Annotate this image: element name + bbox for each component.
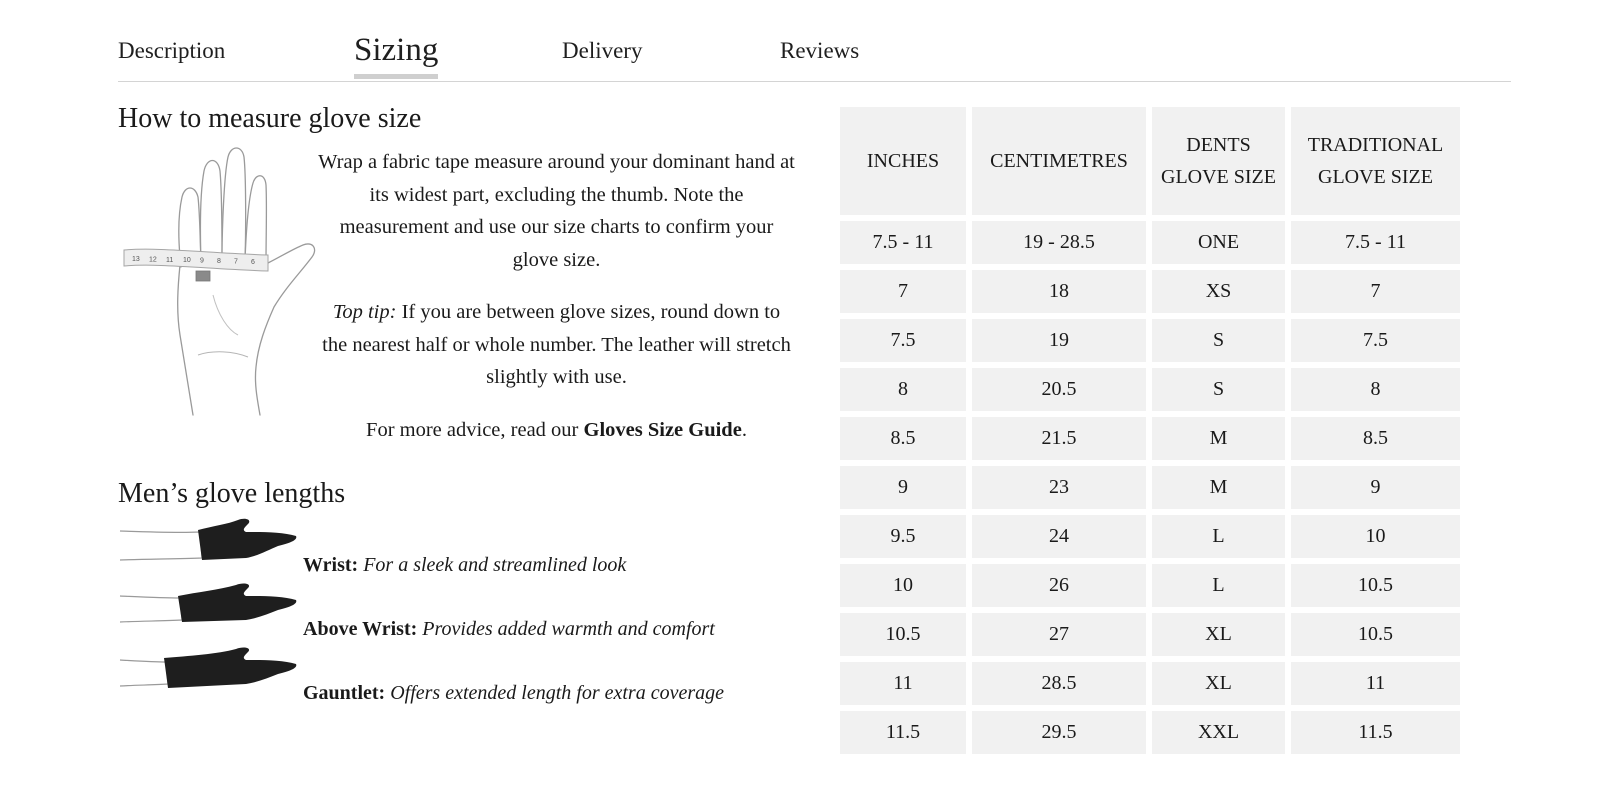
table-cell: 20.5 bbox=[972, 368, 1146, 411]
measure-paragraph: Wrap a fabric tape measure around your dominant hand at its widest part, excluding the thumb. Note the measurement and use our size charts to confirm your glove size. bbox=[318, 151, 795, 271]
table-row bbox=[840, 417, 1460, 460]
table-cell: 11 bbox=[1291, 662, 1460, 705]
advice-prefix: For more advice, read our bbox=[366, 418, 584, 441]
table-cell: 7.5 - 11 bbox=[840, 221, 966, 264]
table-cell: 8 bbox=[840, 368, 966, 411]
advice-suffix: . bbox=[741, 418, 747, 441]
table-cell: 23 bbox=[972, 466, 1146, 509]
table-cell: 24 bbox=[972, 515, 1146, 558]
table-cell: 11 bbox=[840, 662, 966, 705]
tab-description[interactable]: Description bbox=[118, 38, 226, 63]
table-cell: 10 bbox=[1291, 515, 1460, 558]
glove-length-above-wrist bbox=[118, 582, 758, 640]
above-wrist-glove-illustration bbox=[118, 582, 298, 640]
gauntlet-desc: Offers extended length for extra coverage bbox=[390, 682, 724, 704]
above-wrist-desc: Provides added warmth and comfort bbox=[422, 618, 715, 640]
gloves-size-guide-link[interactable]: Gloves Size Guide bbox=[583, 418, 742, 441]
table-cell: 9 bbox=[1291, 466, 1460, 509]
table-cell: L bbox=[1152, 515, 1285, 558]
table-cell: M bbox=[1152, 466, 1285, 509]
tape-mark: 8 bbox=[217, 258, 221, 265]
table-cell: 19 - 28.5 bbox=[972, 221, 1146, 264]
table-cell: 7 bbox=[840, 270, 966, 313]
table-row bbox=[840, 319, 1460, 362]
table-row bbox=[840, 613, 1460, 656]
header-traditional-glove-size: TRADITIONAL GLOVE SIZE bbox=[1291, 107, 1460, 215]
table-cell: 21.5 bbox=[972, 417, 1146, 460]
table-cell: 7.5 bbox=[1291, 319, 1460, 362]
top-tip bbox=[318, 296, 795, 394]
table-cell: M bbox=[1152, 417, 1285, 460]
above-wrist-description bbox=[303, 618, 715, 641]
table-row bbox=[840, 564, 1460, 607]
tab-delivery[interactable]: Delivery bbox=[562, 38, 643, 63]
table-cell: 11.5 bbox=[1291, 711, 1460, 754]
gauntlet-label: Gauntlet: bbox=[303, 682, 386, 704]
table-row bbox=[840, 711, 1460, 754]
tape-mark: 12 bbox=[149, 256, 157, 264]
table-cell: 8 bbox=[1291, 368, 1460, 411]
gauntlet-glove-illustration bbox=[118, 646, 298, 704]
table-cell: 10.5 bbox=[1291, 564, 1460, 607]
wrist-glove-illustration bbox=[118, 518, 298, 576]
gauntlet-description bbox=[303, 682, 724, 705]
tape-mark: 11 bbox=[166, 256, 174, 264]
hand-measure-illustration bbox=[118, 145, 323, 420]
size-table-header-row bbox=[840, 107, 1460, 215]
tab-reviews[interactable]: Reviews bbox=[780, 38, 860, 63]
table-row bbox=[840, 221, 1460, 264]
measure-instructions bbox=[318, 146, 795, 466]
table-cell: XL bbox=[1152, 662, 1285, 705]
tape-mark: 13 bbox=[132, 256, 140, 263]
table-cell: 9 bbox=[840, 466, 966, 509]
table-cell: 8.5 bbox=[1291, 417, 1460, 460]
table-cell: XL bbox=[1152, 613, 1285, 656]
top-tip-label: Top tip: bbox=[332, 301, 397, 323]
table-cell: 9.5 bbox=[840, 515, 966, 558]
table-cell: 10 bbox=[840, 564, 966, 607]
table-cell: 27 bbox=[972, 613, 1146, 656]
table-cell: XXL bbox=[1152, 711, 1285, 754]
lengths-heading: Men’s glove lengths bbox=[118, 478, 346, 509]
table-cell: 7 bbox=[1291, 270, 1460, 313]
table-row bbox=[840, 368, 1460, 411]
table-cell: 28.5 bbox=[972, 662, 1146, 705]
table-cell: 26 bbox=[972, 564, 1146, 607]
table-cell: 29.5 bbox=[972, 711, 1146, 754]
header-centimetres: CENTIMETRES bbox=[972, 107, 1146, 215]
table-cell: 7.5 bbox=[840, 319, 966, 362]
tab-bar bbox=[118, 30, 1511, 82]
table-cell: L bbox=[1152, 564, 1285, 607]
wrist-label: Wrist: bbox=[303, 554, 359, 576]
measure-heading: How to measure glove size bbox=[118, 103, 422, 134]
wrist-description bbox=[303, 554, 626, 577]
table-cell: 11.5 bbox=[840, 711, 966, 754]
table-cell: S bbox=[1152, 319, 1285, 362]
table-row bbox=[840, 515, 1460, 558]
table-cell: 18 bbox=[972, 270, 1146, 313]
table-cell: 10.5 bbox=[840, 613, 966, 656]
top-tip-text: If you are between glove sizes, round down to the nearest half or whole number. The leather will stretch slightly with use. bbox=[322, 301, 791, 388]
table-cell: S bbox=[1152, 368, 1285, 411]
header-dents-glove-size: DENTS GLOVE SIZE bbox=[1152, 107, 1285, 215]
glove-length-gauntlet bbox=[118, 646, 758, 704]
table-cell: 10.5 bbox=[1291, 613, 1460, 656]
table-row bbox=[840, 662, 1460, 705]
table-cell: 7.5 - 11 bbox=[1291, 221, 1460, 264]
tab-sizing[interactable]: Sizing bbox=[354, 32, 439, 68]
table-cell: 19 bbox=[972, 319, 1146, 362]
table-row bbox=[840, 270, 1460, 313]
tape-mark: 10 bbox=[183, 257, 191, 265]
table-cell: ONE bbox=[1152, 221, 1285, 264]
tape-mark: 6 bbox=[251, 258, 255, 266]
tape-mark: 9 bbox=[200, 257, 204, 265]
header-inches: INCHES bbox=[840, 107, 966, 215]
advice-line bbox=[318, 414, 795, 447]
table-cell: XS bbox=[1152, 270, 1285, 313]
above-wrist-label: Above Wrist: bbox=[303, 618, 418, 640]
table-row bbox=[840, 466, 1460, 509]
glove-size-table bbox=[834, 101, 1466, 760]
glove-length-wrist bbox=[118, 518, 758, 576]
table-cell: 8.5 bbox=[840, 417, 966, 460]
wrist-desc: For a sleek and streamlined look bbox=[363, 554, 627, 576]
tape-mark: 7 bbox=[234, 258, 238, 266]
